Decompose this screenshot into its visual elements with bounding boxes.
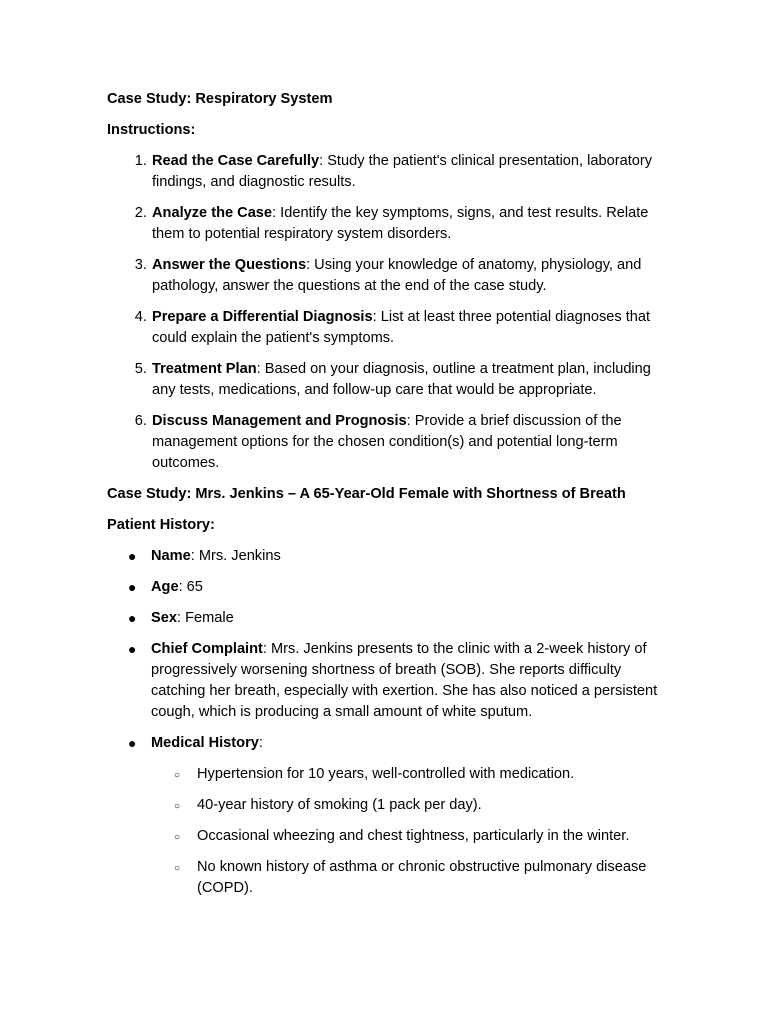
medical-history-item	[174, 764, 667, 785]
history-item	[128, 577, 667, 598]
instruction-item	[151, 203, 667, 245]
medical-history-text: Occasional wheezing and chest tightness, particularly in the winter.	[197, 828, 630, 844]
instruction-text: : Identify the key symptoms, signs, and test results. Relate them to potential respiratory system disorders.	[152, 205, 649, 242]
medical-history-item	[174, 795, 667, 816]
instruction-text: : Study the patient's clinical presentation, laboratory findings, and diagnostic results.	[152, 153, 653, 190]
history-text: : 65	[178, 579, 203, 595]
instruction-item	[151, 151, 667, 193]
hollow-bullet-icon: ○	[174, 801, 181, 812]
instruction-text: : List at least three potential diagnoses that could explain the patient's symptoms.	[152, 309, 651, 346]
history-text: : Mrs. Jenkins	[190, 548, 281, 564]
history-label: Age	[151, 579, 179, 595]
instruction-text: : Using your knowledge of anatomy, physiology, and pathology, answer the questions at the end of the case study.	[152, 257, 642, 294]
history-text: :	[258, 735, 263, 751]
history-heading: Patient History:	[107, 517, 215, 533]
instruction-label: Discuss Management and Prognosis	[152, 413, 407, 429]
bullet-icon: ●	[128, 735, 137, 751]
instruction-item	[151, 411, 667, 474]
instruction-item	[151, 359, 667, 401]
bullet-icon: ●	[128, 548, 137, 564]
medical-history-text: 40-year history of smoking (1 pack per day).	[197, 797, 482, 813]
medical-history-text: No known history of asthma or chronic obstructive pulmonary disease (COPD).	[197, 859, 647, 896]
document-page	[107, 89, 667, 909]
medical-history-item	[174, 826, 667, 847]
history-item	[128, 608, 667, 629]
instruction-label: Prepare a Differential Diagnosis	[152, 309, 373, 325]
history-label: Sex	[151, 610, 177, 626]
instructions-heading: Instructions:	[107, 122, 196, 138]
hollow-bullet-icon: ○	[174, 863, 181, 874]
bullet-icon: ●	[128, 610, 137, 626]
medical-history-item	[174, 857, 667, 899]
history-text: : Mrs. Jenkins presents to the clinic with a 2-week history of progressively worsening shortness of breath (SOB). She reports difficulty catching her breath, especially with exertion. She has also noticed a persistent cough, which is producing a small amount of white sputum.	[151, 641, 658, 720]
history-item	[128, 733, 667, 899]
bullet-icon: ●	[128, 641, 137, 657]
instruction-text: : Based on your diagnosis, outline a treatment plan, including any tests, medications, and follow-up care that would be appropriate.	[152, 361, 651, 398]
instruction-label: Treatment Plan	[152, 361, 257, 377]
instruction-text: : Provide a brief discussion of the management options for the chosen condition(s) and potential long-term outcomes.	[152, 413, 622, 471]
case-heading: Case Study: Mrs. Jenkins – A 65-Year-Old Female with Shortness of Breath	[107, 486, 626, 502]
history-item	[128, 546, 667, 567]
history-label: Chief Complaint	[151, 641, 263, 657]
history-text: : Female	[176, 610, 234, 626]
instruction-item	[151, 307, 667, 349]
document-title: Case Study: Respiratory System	[107, 91, 333, 107]
hollow-bullet-icon: ○	[174, 832, 181, 843]
history-item	[128, 639, 667, 723]
medical-history-list	[151, 764, 667, 899]
hollow-bullet-icon: ○	[174, 770, 181, 781]
instruction-label: Analyze the Case	[152, 205, 273, 221]
instructions-list	[107, 151, 667, 474]
history-label: Name	[151, 548, 191, 564]
history-list	[107, 546, 667, 899]
bullet-icon: ●	[128, 579, 137, 595]
instruction-label: Read the Case Carefully	[152, 153, 320, 169]
history-label: Medical History	[151, 735, 259, 751]
medical-history-text: Hypertension for 10 years, well-controlled with medication.	[197, 766, 575, 782]
instruction-label: Answer the Questions	[152, 257, 307, 273]
instruction-item	[151, 255, 667, 297]
